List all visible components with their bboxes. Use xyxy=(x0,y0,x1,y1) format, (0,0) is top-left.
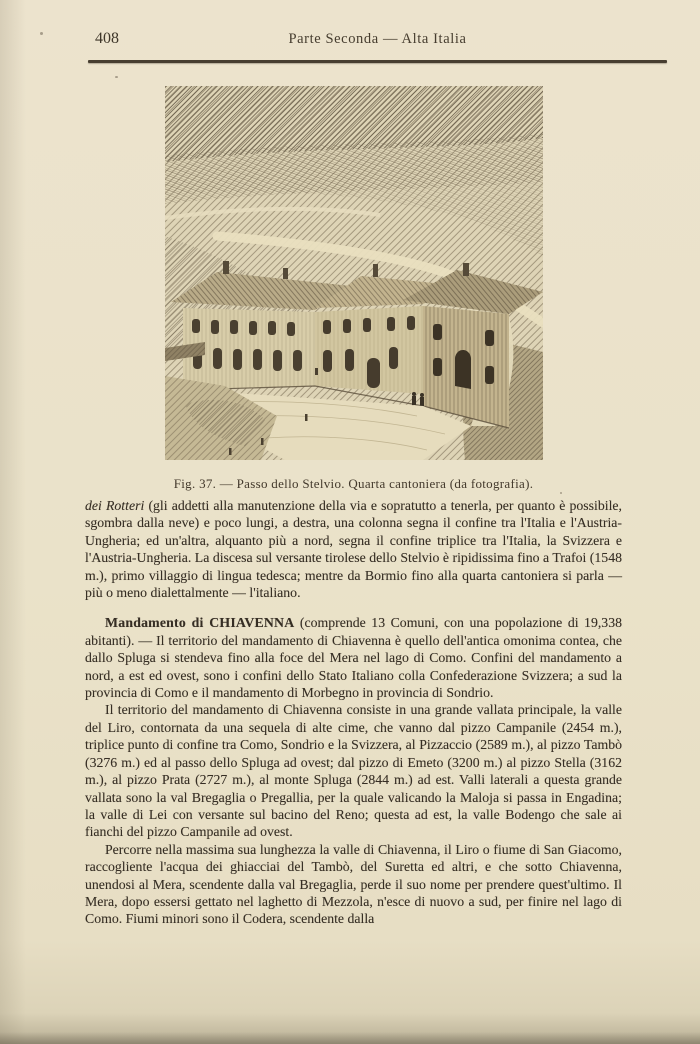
figure-caption: Fig. 37. — Passo dello Stelvio. Quarta cantoniera (da fotografia). xyxy=(173,476,534,491)
paragraph-percorre: Percorre nella massima sua lunghezza la valle di Chiavenna, il Liro o fiume di San Giacomo, raccogliente l'acqua dei ghiacciai del Tambò, del Suretta ed altri, e che sotto Chiavenna, unendosi al Mera, scendente dalla val Bregaglia, perde il suo nome per prendere quest'ultimo. Il Mera, dopo essersi gettato nel laghetto di Mezzola, n'esce di nuovo a sud, per finire nel lago di Como. Fiumi minori sono il Codera, scendente dalla xyxy=(85,841,622,927)
stelvio-engraving xyxy=(165,86,543,460)
paragraph-rotteri-lead: dei Rotteri xyxy=(85,498,145,513)
ink-speck xyxy=(40,32,43,35)
body-text xyxy=(85,497,622,928)
running-header: Parte Seconda — Alta Italia xyxy=(288,31,467,47)
paragraph-territorio: Il territorio del mandamento di Chiavenna consiste in una grande vallata principale, la valle del Liro, contornata da una sequela di alte cime, che vanno dal pizzo Campanile (2454 m.), triplice punto di confine tra Como, Sondrio e la Svizzera, al Pizzaccio (2589 m.), al pizzo Tambò (3276 m.) ed al passo dello Spluga ad ovest; dal pizzo di Emeto (3200 m.) al pizzo Stella (3162 m.), al pizzo Prata (2727 m.), al monte Spluga (2844 m.) ad est. Valli laterali a questa grande vallata sono la val Bregaglia o Pregallia, per la quale valicando la Maloja si passa in Engadina; la valle di Lei con versante sul bacino del Reno; questa ad est, la valle Bodengo che sale ai fianchi del pizzo Campanile ad ovest. xyxy=(85,702,622,840)
paragraph-mandamento-chiavenna xyxy=(85,614,622,701)
header-rule xyxy=(88,60,667,63)
page-number: 408 xyxy=(95,30,119,47)
figure-37 xyxy=(85,86,622,492)
paragraph-rotteri xyxy=(85,497,622,601)
ink-speck xyxy=(560,492,562,494)
ink-speck xyxy=(115,76,118,78)
page-bottom-edge xyxy=(0,1032,700,1044)
paragraph-mandamento-rest: (comprende 13 Comuni, con una popolazione di 19,338 abitanti). — Il territorio del mandamento di Chiavenna è quello dell'antica omonima contea, che dallo Spluga si stendeva fino alla foce del Mera nel lago di Como. Confini del mandamento a nord, a est ed ovest, sono i confini dello Stato Italiano colla Confederazione Svizzera; a sud la provincia di Como e il mandamento di Morbegno in provincia di Sondrio. xyxy=(85,615,622,701)
engraving-frame xyxy=(165,86,543,460)
paragraph-mandamento-lead: Mandamento di CHIAVENNA xyxy=(105,615,295,631)
paragraph-rotteri-rest: (gli addetti alla manutenzione della via e sopratutto a tenerla, per quanto è possibile, sgombra dalla neve) e poco lungi, a destra, una colonna segna il confine tra l'Italia e l'Austria-Ungheria; ed un'altra, alquanto più a nord, segna il confine triplice tra l'Italia, la Svizzera e l'Austria-Ungheria. La discesa sul versante tirolese dello Stelvio è ripidissima fino a Trafoi (1548 m.), primo villaggio di lingua tedesca; mentre da Bormio fino alla quarta cantoniera si parla — più o meno dialettalmente — l'italiano. xyxy=(85,498,622,601)
